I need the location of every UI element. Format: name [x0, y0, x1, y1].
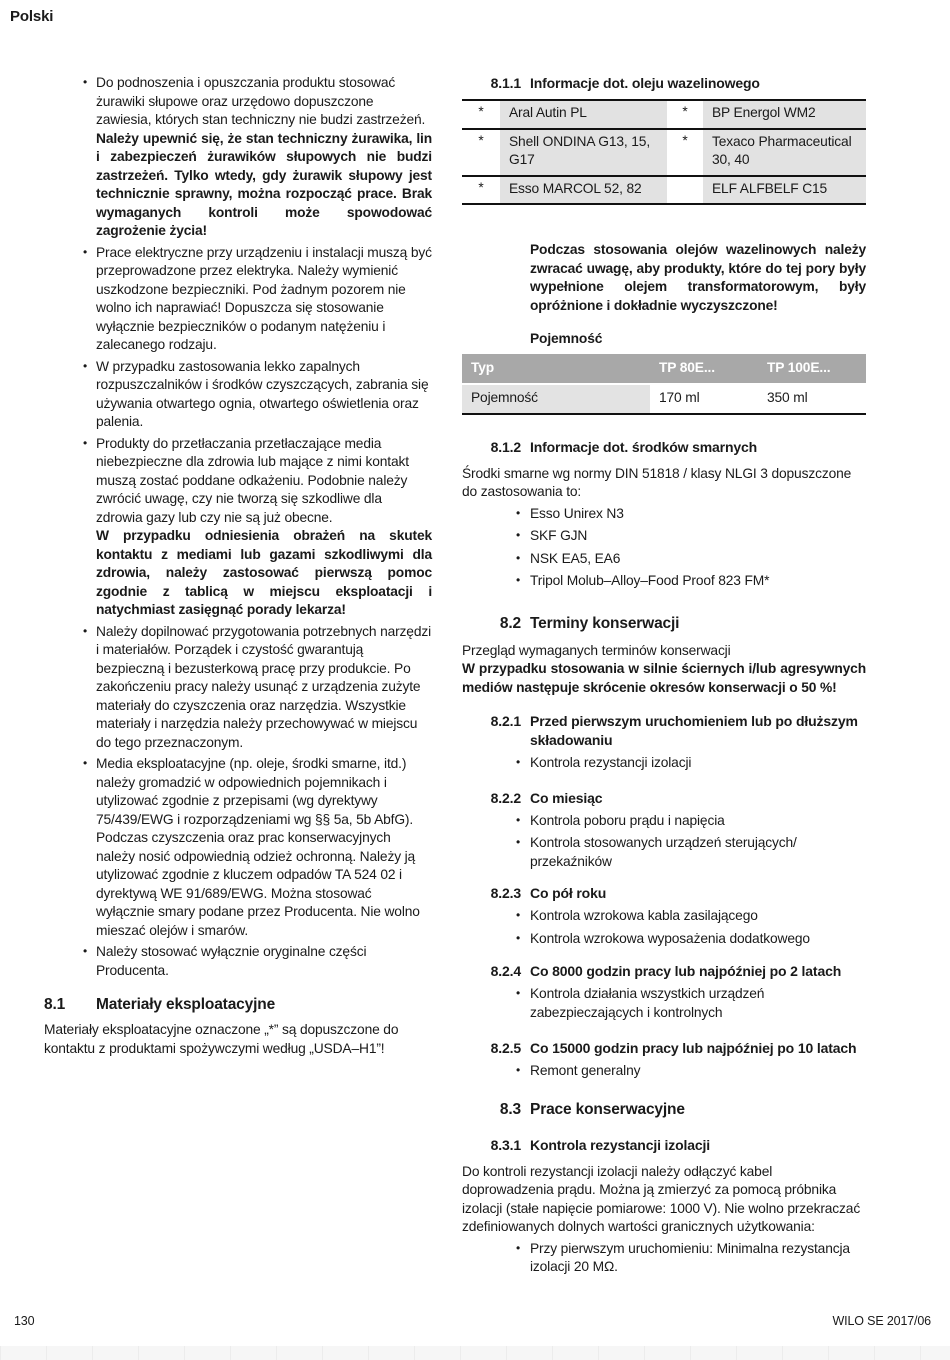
oil-warning-note: Podczas stosowania olejów wazelinowych należy zwracać uwagę, aby produkty, które do tej pory były wypełnione olejem transformatorowym, były opróżnione i dokładnie wyczyszczone! [530, 242, 866, 313]
table-header-row [462, 354, 866, 384]
row-label: Pojemność [462, 385, 650, 413]
list-item [44, 623, 432, 753]
safety-bullet-list [44, 74, 432, 980]
section-title: Materiały eksploatacyjne [96, 996, 276, 1013]
insulation-test-list [462, 1240, 866, 1277]
section-title: Co pół roku [530, 885, 607, 901]
vaseline-oil-table [462, 99, 866, 205]
insulation-test-body: Do kontroli rezystancji izolacji należy odłączyć kabel doprowadzenia prądu. Można ją zmierzyć za pomocą próbnika izolacji (stałe napięcie pomiarowe: 1000 V). Nie wolno przekraczać zdefiniowanych dolnych wartości granicznych użytkowania: [462, 1163, 861, 1234]
capacity-value-tp80: 170 ml [659, 390, 700, 405]
food-grade-marker: * [462, 130, 500, 175]
lubricant-list [462, 505, 866, 591]
list-item [44, 74, 432, 241]
list-item: • Kontrola poboru prądu i napięcia [462, 812, 866, 831]
lubricants-intro: Środki smarne wg normy DIN 51818 / klasy NLGI 3 dopuszczone do zastosowania to: [462, 465, 852, 499]
section-title: Kontrola rezystancji izolacji [530, 1136, 711, 1153]
list-item: • Tripol Molub–Alloy–Food Proof 823 FM* [462, 572, 866, 591]
bullet-text: Prace elektryczne przy urządzeniu i instalacji muszą być przeprowadzone przez elektryka. Należy wymienić uszkodzone bezpieczniki. Pod żadnym pozorem nie wolno ich naprawiać! Dopuszcza się stosowanie wyłącznie bezpieczników o podanym natężeniu i zalecanego rodzaju. [96, 244, 432, 352]
bullet-text: Należy dopilnować przygotowania potrzebnych narzędzi i materiałów. Porządek i czystość gwarantują bezpieczną i bezusterkową pracę przy produkcie. Po zakończeniu pracy należy usunąć z urządzenia zużyte materiały do czyszczenia oraz narzędzia. Wszystkie materiały i narzędzia należy przechowywać w miejscu do tego przeznaczonym. [96, 623, 432, 750]
bullet-text: Produkty do przetłaczania przetłaczające media niebezpieczne dla zdrowia lub mające z nimi kontakt muszą zostać poddane odkażeniu. Podobnie należy zwrócić uwagę, czy nie tworzą się szkodliwe dla zdrowia gazy lub czy nie są już obecne. [96, 435, 409, 525]
food-grade-marker: * [667, 101, 703, 128]
table-row [462, 177, 866, 206]
capacity-value-tp100: 350 ml [767, 390, 808, 405]
section-heading-8-2 [462, 613, 866, 634]
list-item: • Przy pierwszym uruchomieniu: Minimalna rezystancja izolacji 20 MΩ. [462, 1240, 866, 1277]
section-heading-8-2-1 [462, 712, 866, 750]
section-heading-8-2-3 [462, 884, 866, 903]
intro-text: Przegląd wymaganych terminów konserwacji [462, 642, 731, 658]
list-item [44, 244, 432, 355]
section-number: 8.2.1 [490, 713, 521, 729]
section-heading-8-2-4 [462, 962, 866, 981]
capacity-label: Pojemność [530, 331, 603, 346]
list-item [44, 358, 432, 432]
section-number: 8.1.1 [490, 75, 521, 91]
section-number: 8.1 [44, 996, 66, 1013]
section-heading-8-2-5 [462, 1039, 866, 1058]
page-number: 130 [14, 1314, 35, 1328]
page-columns [44, 74, 866, 1281]
maintenance-task-list [462, 1062, 866, 1081]
oil-product: Shell ONDINA G13, 15, G17 [500, 130, 667, 175]
table-row [462, 130, 866, 177]
maintenance-task-list [462, 985, 866, 1022]
right-column [462, 74, 866, 1281]
list-item: • NSK EA5, EA6 [462, 550, 866, 569]
section-number: 8.3.1 [490, 1136, 521, 1153]
left-column [44, 74, 432, 1281]
column-header-tp80: TP 80E... [659, 359, 715, 375]
column-header-tp100: TP 100E... [767, 359, 831, 375]
section-title: Co 8000 godzin pracy lub najpóźniej po 2 latach [530, 963, 842, 979]
food-grade-marker [667, 177, 703, 204]
bullet-text: Do podnoszenia i opuszczania produktu stosować żurawiki słupowe oraz urzędowo dopuszczone zawiesia, których stan techniczny nie budzi zastrzeżeń. [96, 75, 426, 127]
language-header: Polski [10, 8, 54, 25]
section-title: Przed pierwszym uruchomieniem lub po dłuższym składowaniu [530, 713, 858, 748]
maintenance-intro [462, 642, 866, 698]
section-title: Terminy konserwacji [530, 614, 680, 632]
table-row [462, 385, 866, 415]
oil-product: Aral Autin PL [500, 101, 667, 128]
bullet-warning-text: Należy upewnić się, że stan techniczny żurawika, lin i zabezpieczeń żurawików słupowych nie budzi zastrzeżeń. Tylko wtedy, gdy żurawik słupowy jest technicznie sprawny, można rozpocząć prace. Brak wymaganych kontroli może spowodować zagrożenie życia! [96, 130, 432, 238]
list-item: • Kontrola działania wszystkich urządzeń zabezpieczających i kontrolnych [462, 985, 866, 1022]
list-item: • Esso Unirex N3 [462, 505, 866, 524]
section-heading-8-2-2 [462, 789, 866, 808]
list-item: • Kontrola stosowanych urządzeń sterujących/ przekaźników [462, 834, 866, 871]
section-number: 8.1.2 [490, 438, 521, 455]
section-title: Informacje dot. oleju wazelinowego [530, 75, 760, 91]
scan-artifact-strip [0, 1346, 950, 1360]
list-item: • Remont generalny [462, 1062, 866, 1081]
section-heading-8-3 [462, 1099, 866, 1120]
bullet-text: W przypadku zastosowania lekko zapalnych rozpuszczalników i środków czyszczących, zabrania się używania otwartego ognia, otwartego oświetlenia oraz palenia. [96, 358, 429, 429]
bullet-text: Należy stosować wyłącznie oryginalne części Producenta. [96, 944, 367, 978]
maintenance-warning: W przypadku stosowania w silnie ściernych i/lub agresywnych mediów następuje skrócenie okresów konserwacji o 50 %! [462, 661, 866, 695]
bullet-warning-text: W przypadku odniesienia obrażeń na skutek kontaktu z mediami lub gazami szkodliwymi dla zdrowia, należy zastosować pierwszą pomoc zgodnie z tablicą w miejscu eksploatacji i natychmiast zasięgnąć porady lekarza! [96, 528, 432, 617]
oil-product: Esso MARCOL 52, 82 [500, 177, 667, 204]
section-number: 8.2.2 [490, 789, 521, 806]
section-number: 8.3 [499, 1100, 521, 1118]
section-number: 8.2 [499, 614, 521, 632]
food-grade-marker: * [667, 130, 703, 175]
column-header-type: Typ [471, 359, 495, 375]
maintenance-task-list [462, 907, 866, 948]
section-heading-8-1-1 [462, 74, 866, 93]
section-title: Informacje dot. środków smarnych [530, 438, 758, 455]
oil-product: Texaco Pharmaceutical 30, 40 [703, 130, 866, 175]
section-number: 8.2.4 [490, 963, 521, 979]
section-heading-8-3-1 [462, 1136, 866, 1155]
list-item: • Kontrola rezystancji izolacji [462, 754, 866, 773]
list-item [44, 943, 432, 980]
section-heading-8-1-2 [462, 438, 866, 457]
list-item: • SKF GJN [462, 527, 866, 546]
section-number: 8.2.5 [490, 1040, 521, 1056]
document-reference: WILO SE 2017/06 [832, 1314, 931, 1328]
list-item: • Kontrola wzrokowa kabla zasilającego [462, 907, 866, 926]
maintenance-task-list [462, 812, 866, 872]
maintenance-task-list [462, 754, 866, 773]
table-row [462, 101, 866, 130]
food-grade-marker: * [462, 177, 500, 204]
section-8-1-body: Materiały eksploatacyjne oznaczone „*” są dopuszczone do kontaktu z produktami spożywczymi według „USDA–H1”! [44, 1022, 399, 1056]
section-number: 8.2.3 [490, 885, 521, 901]
food-grade-marker: * [462, 101, 500, 128]
list-item [44, 435, 432, 620]
oil-product: ELF ALFBELF C15 [703, 177, 866, 204]
bullet-text: Media eksploatacyjne (np. oleje, środki smarne, itd.) należy gromadzić w odpowiednich pojemnikach i utylizować zgodnie z przepisami (wg dyrektywy 75/439/EWG i rozporządzeniami wg §§ 5a, 5b AbfG). Podczas czyszczenia oraz prac konserwacyjnych należy nosić odpowiednią odzież ochronną. Należy ją utylizować zgodnie z kluczem odpadów TA 524 02 i dyrektywą WE 91/689/EWG. Można stosować wyłącznie smary podane przez Producenta. Nie wolno mieszać olejów i smarów. [96, 756, 420, 938]
section-title: Co 15000 godzin pracy lub najpóźniej po 10 latach [530, 1040, 857, 1056]
section-heading-8-1 [44, 994, 432, 1015]
section-title: Co miesiąc [530, 789, 603, 806]
section-title: Prace konserwacyjne [530, 1100, 685, 1118]
capacity-table [462, 354, 866, 415]
oil-product: BP Energol WM2 [703, 101, 866, 128]
list-item [44, 755, 432, 940]
list-item: • Kontrola wzrokowa wyposażenia dodatkowego [462, 930, 866, 949]
